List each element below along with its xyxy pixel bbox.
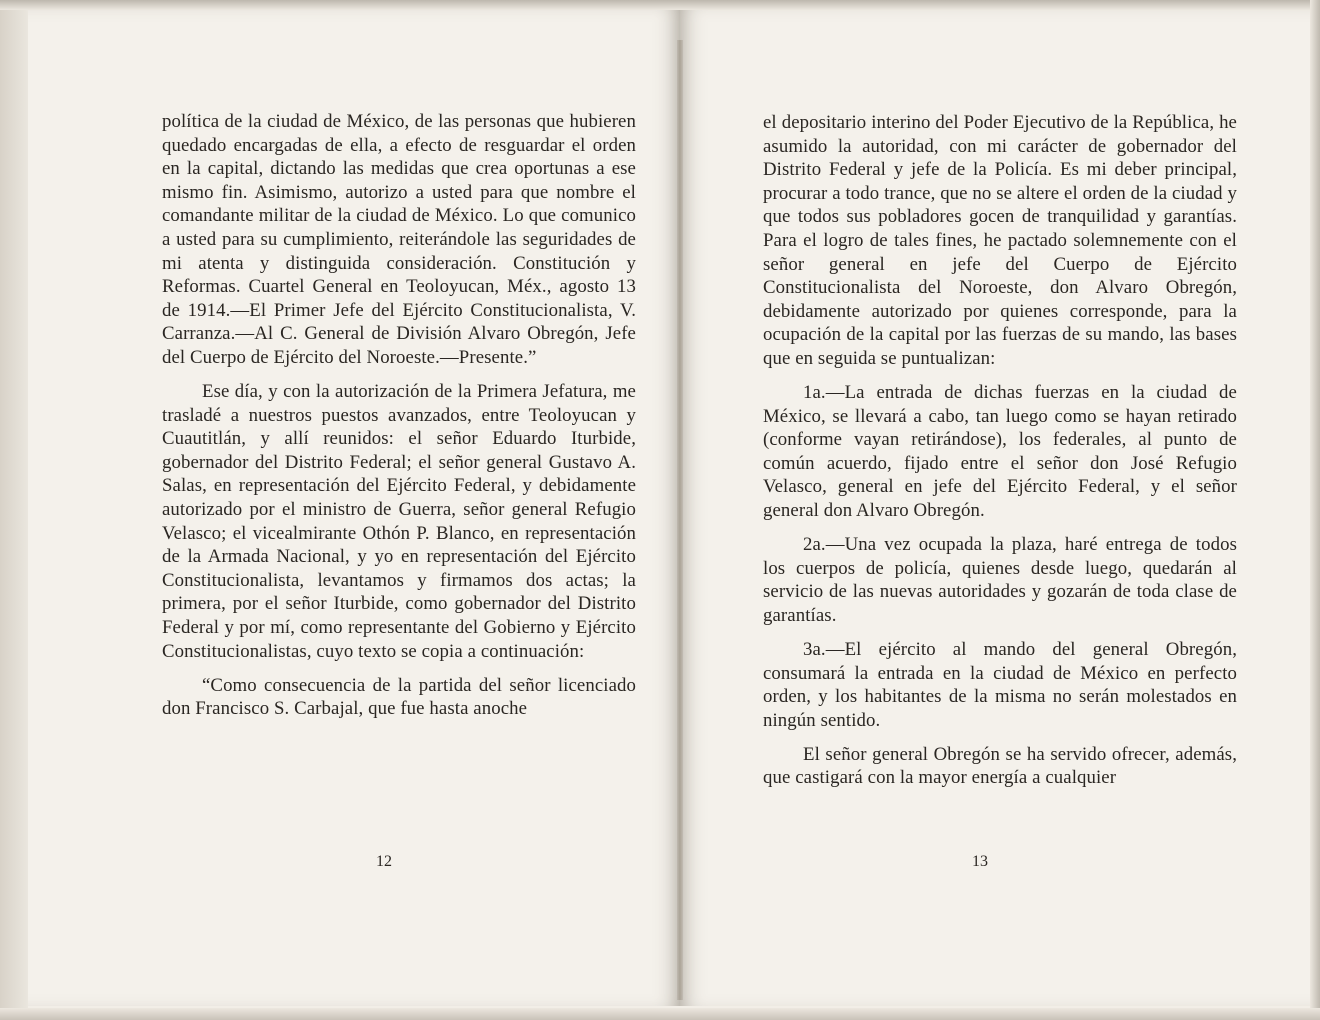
scanner-edge-right xyxy=(1310,0,1320,1020)
page-number-left: 12 xyxy=(376,853,392,870)
right-paragraph-3: 2a.—Una vez ocupada la plaza, haré entrega de todos los cuerpos de policía, quienes desde luego, quedarán al servicio de las nuevas autoridades y gozarán de toda clase de garantías. xyxy=(763,534,1237,626)
right-paragraph-5: El señor general Obregón se ha servido ofrecer, además, que castigará con la mayor energía a cualquier xyxy=(763,743,1237,789)
scanner-edge-bottom xyxy=(0,1008,1320,1020)
right-page xyxy=(680,10,1310,1006)
right-paragraph-4: 3a.—El ejército al mando del general Obregón, consumará la entrada en la ciudad de México en perfecto orden, y los habitantes de la misma no serán molestados en ningún sentido. xyxy=(763,638,1237,731)
page-number-right: 13 xyxy=(972,853,988,870)
left-page xyxy=(28,10,680,1006)
book-gutter xyxy=(677,40,683,1000)
scanner-edge-top xyxy=(0,0,1320,10)
right-paragraph-2: 1a.—La entrada de dichas fuerzas en la ciudad de México, se llevará a cabo, tan luego como se hayan retirado (conforme vayan retirándose), los federales, al punto de común acuerdo, fijado entre el señor don José Refugio Velasco, general en jefe del Ejército Federal, y el señor general don Alvaro Obregón. xyxy=(763,382,1237,521)
right-page-text xyxy=(763,111,1237,790)
left-paragraph-2: Ese día, y con la autorización de la Primera Jefatura, me trasladé a nuestros puestos avanzados, entre Teoloyucan y Cuautitlán, y allí reunidos: el señor Eduardo Iturbide, gobernador del Distrito Federal; el señor general Gustavo A. Salas, en representación del Ejército Federal, y debidamente autorizado por el ministro de Guerra, señor general Refugio Velasco; el vicealmirante Othón P. Blanco, en representación de la Armada Nacional, y yo en representación del Ejército Constitucionalista, levantamos y firmamos dos actas; la primera, por el señor Iturbide, como gobernador del Distrito Federal y por mí, como representante del Gobierno y Ejército Constitucionalistas, cuyo texto se copia a continuación: xyxy=(162,381,636,662)
book-edge-left xyxy=(0,0,28,1020)
left-page-text xyxy=(162,110,636,721)
right-paragraph-1: el depositario interino del Poder Ejecutivo de la República, he asumido la autoridad, con mi carácter de gobernador del Distrito Federal y jefe de la Policía. Es mi deber principal, procurar a todo trance, que no se altere el orden de la ciudad y que todos sus pobladores gocen de tranquilidad y garantías. Para el logro de tales fines, he pactado solemnemente con el señor general en jefe del Cuerpo de Ejército Constitucionalista del Noroeste, don Alvaro Obregón, debidamente autorizado por quienes corresponde, para la ocupación de la capital por las fuerzas de su mando, las bases que en seguida se puntualizan: xyxy=(763,112,1237,369)
left-paragraph-1: política de la ciudad de México, de las personas que hubieren quedado encargadas de ella, a efecto de resguardar el orden en la capital, dictando las medidas que crea oportunas a ese mismo fin. Asimismo, autorizo a usted para que nombre el comandante militar de la ciudad de México. Lo que comunico a usted para su cumplimiento, reiterándole las seguridades de mi atenta y distinguida consideración. Constitución y Reformas. Cuartel General en Teoloyucan, Méx., agosto 13 de 1914.—El Primer Jefe del Ejército Constitucionalista, V. Carranza.—Al C. General de División Alvaro Obregón, Jefe del Cuerpo de Ejército del Noroeste.—Presente.” xyxy=(162,111,636,368)
left-paragraph-3: “Como consecuencia de la partida del señor licenciado don Francisco S. Carbajal, que fue hasta anoche xyxy=(162,674,636,720)
